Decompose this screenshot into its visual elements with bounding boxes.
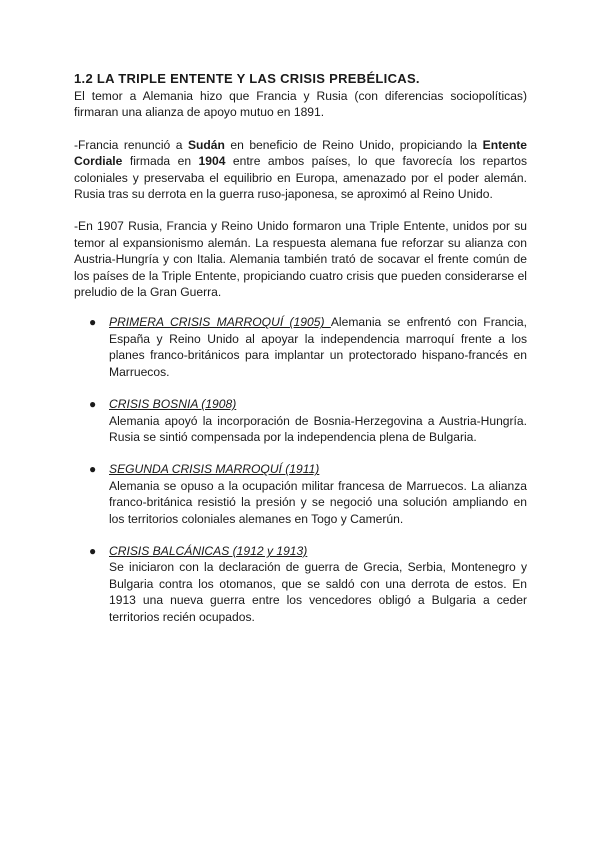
crisis-4-title: CRISIS BALCÁNICAS (1912 y 1913)	[109, 543, 308, 558]
spacer	[74, 202, 527, 218]
crisis-item-1	[74, 314, 527, 380]
crisis-3-text: Alemania se opuso a la ocupación militar francesa de Marruecos. La alianza franco-británica resistió la presión y se negoció una solución ampliando en los territorios coloniales alemanes en Togo y Camerún.	[109, 478, 527, 526]
crisis-2-title: CRISIS BOSNIA (1908)	[109, 397, 237, 412]
crisis-1-body	[109, 314, 527, 380]
p2-text-3: firmada en	[122, 154, 199, 169]
bullet-icon: ●	[89, 315, 97, 330]
p2-text-2: en beneficio de Reino Unido, propiciando la	[224, 137, 483, 152]
crisis-item-2	[74, 396, 527, 445]
p2-text-4: entre ambos países, lo que favorecía los repartos coloniales y preservaba el equilibrio en Europa, amenazado por el poder alemán. Rusia tras su derrota en la guerra ruso-japonesa, se aproximó al Reino Unido.	[74, 154, 528, 202]
triple-entente-paragraph: -En 1907 Rusia, Francia y Reino Unido formaron una Triple Entente, unidos por su temor al expansionismo alemán. La respuesta alemana fue reforzar su alianza con Austria-Hungría y con Italia. Alemania también trató de socavar el frente común de los países de la Triple Entente, propiciando cuatro crisis que pueden considerarse el preludio de la Gran Guerra.	[74, 219, 527, 300]
spacer	[74, 121, 527, 137]
bullet-icon: ●	[89, 397, 97, 412]
p2-bold-year: 1904	[198, 154, 226, 169]
crisis-3-title: SEGUNDA CRISIS MARROQUÍ (1911)	[109, 462, 320, 477]
p2-bold-sudan: Sudán	[187, 137, 225, 152]
crisis-1-title: PRIMERA CRISIS MARROQUÍ (1905)	[109, 315, 331, 330]
crisis-4-text: Se iniciaron con la declaración de guerra de Grecia, Serbia, Montenegro y Bulgaria contra los otomanos, que se saldó con una derrota de estos. En 1913 una nueva guerra entre los vencedores obligó a Bulgaria a ceder territorios recién ocupados.	[109, 560, 527, 624]
crisis-1-text: Alemania se enfrentó con Francia, España y Reino Unido al apoyar la independencia marroquí frente a los planes franco-británicos para implantar un protectorado hispano-francés en Marruecos.	[109, 315, 527, 379]
bullet-icon: ●	[89, 543, 97, 558]
p2-bold-entente: Entente Cordiale	[74, 137, 527, 169]
crisis-item-4	[74, 543, 527, 625]
bullet-icon: ●	[89, 462, 97, 477]
crisis-item-3	[74, 461, 527, 527]
section-heading: 1.2 LA TRIPLE ENTENTE Y LAS CRISIS PREBÉLICAS.	[74, 71, 420, 86]
p2-text-1: -Francia renunció a	[74, 137, 188, 152]
intro-paragraph: El temor a Alemania hizo que Francia y Rusia (con diferencias sociopolíticas) firmaran una alianza de apoyo mutuo en 1891.	[74, 89, 527, 120]
entente-cordiale-paragraph	[74, 137, 527, 203]
crisis-2-text: Alemania apoyó la incorporación de Bosnia-Herzegovina a Austria-Hungría. Rusia se sintió compensada por la independencia plena de Bulgaria.	[109, 413, 527, 444]
crisis-list	[74, 314, 527, 625]
document-page	[74, 70, 527, 625]
